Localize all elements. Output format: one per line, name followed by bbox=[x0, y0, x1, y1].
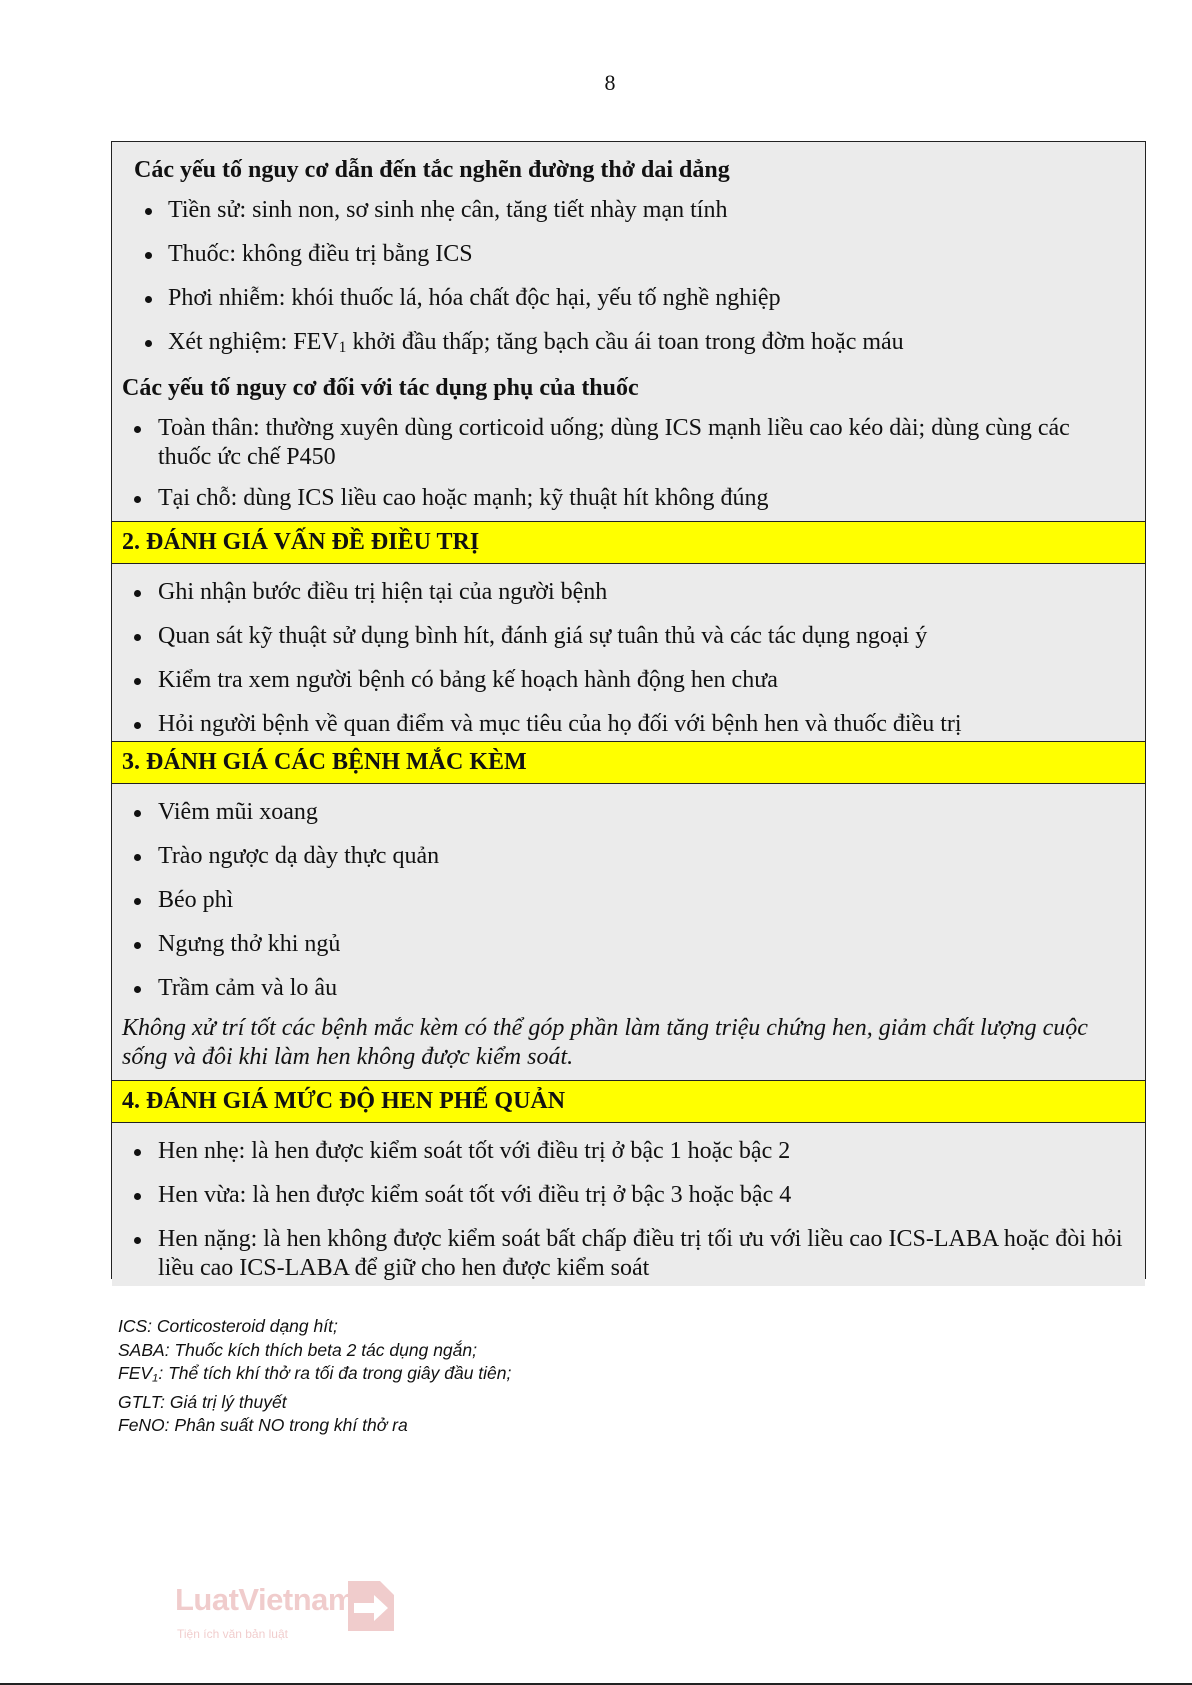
watermark-tagline: Tiện ích văn bản luật bbox=[177, 1627, 288, 1641]
list-item: Trầm cảm và lo âu bbox=[112, 974, 1145, 1003]
footnote-gtlt: GTLT: Giá trị lý thuyết bbox=[118, 1391, 287, 1412]
footnote-ics: ICS: Corticosteroid dạng hít; bbox=[118, 1316, 338, 1336]
list-item: Toàn thân: thường xuyên dùng corticoid uống; dùng ICS mạnh liều cao kéo dài; dùng cùng các thuốc ức chế P450 bbox=[112, 414, 1145, 472]
list-item: Béo phì bbox=[112, 886, 1145, 915]
comorbidities-list bbox=[112, 798, 1145, 1003]
footnote-fev-text: : Thể tích khí thở ra tối đa trong giây đầu tiên; bbox=[158, 1363, 512, 1383]
list-item: Phơi nhiễm: khói thuốc lá, hóa chất độc hại, yếu tố nghề nghiệp bbox=[112, 284, 1145, 313]
fev-label: Xét nghiệm: FEV bbox=[168, 329, 339, 355]
list-item: Ghi nhận bước điều trị hiện tại của người bệnh bbox=[112, 578, 1145, 607]
list-item: Hỏi người bệnh về quan điểm và mục tiêu của họ đối với bệnh hen và thuốc điều trị bbox=[112, 710, 1145, 739]
list-item: Thuốc: không điều trị bằng ICS bbox=[112, 240, 1145, 269]
fev-text: khởi đầu thấp; tăng bạch cầu ái toan trong đờm hoặc máu bbox=[346, 329, 904, 355]
abbreviation-footnotes bbox=[118, 1315, 511, 1438]
severity-list bbox=[112, 1137, 1145, 1283]
side-effect-risk-list bbox=[112, 414, 1145, 513]
severity-section bbox=[112, 1123, 1145, 1286]
airflow-risk-heading: Các yếu tố nguy cơ dẫn đến tắc nghẽn đường thở dai dẳng bbox=[134, 157, 730, 183]
list-item bbox=[112, 328, 1145, 362]
footnote-fev-label: FEV bbox=[118, 1363, 153, 1383]
comorbidities-note: Không xử trí tốt các bệnh mắc kèm có thể góp phần làm tăng triệu chứng hen, giảm chất lượng cuộc sống và đôi khi làm hen không được kiểm soát. bbox=[122, 1015, 1088, 1070]
list-item: Tại chỗ: dùng ICS liều cao hoặc mạnh; kỹ thuật hít không đúng bbox=[112, 484, 1145, 513]
list-item: Hen vừa: là hen được kiểm soát tốt với điều trị ở bậc 3 hoặc bậc 4 bbox=[112, 1181, 1145, 1210]
list-item: Hen nặng: là hen không được kiểm soát bất chấp điều trị tối ưu với liều cao ICS-LABA hoặc đòi hỏi liều cao ICS-LABA để giữ cho hen được kiểm soát bbox=[112, 1225, 1145, 1283]
treatment-issues-section bbox=[112, 564, 1145, 741]
arrow-logo-icon bbox=[340, 1577, 400, 1637]
section-2-title: 2. ĐÁNH GIÁ VẤN ĐỀ ĐIỀU TRỊ bbox=[112, 521, 1145, 564]
assessment-table bbox=[111, 141, 1146, 1279]
footnote-feno: FeNO: Phân suất NO trong khí thở ra bbox=[118, 1415, 408, 1436]
luatvietnam-watermark bbox=[175, 1582, 405, 1652]
footnote-saba: SABA: Thuốc kích thích beta 2 tác dụng ngắn; bbox=[118, 1339, 477, 1360]
comorbidities-section bbox=[112, 784, 1145, 1080]
section-3-title: 3. ĐÁNH GIÁ CÁC BỆNH MẮC KÈM bbox=[112, 741, 1145, 784]
airflow-risk-list bbox=[112, 196, 1145, 362]
list-item: Tiền sử: sinh non, sơ sinh nhẹ cân, tăng tiết nhày mạn tính bbox=[112, 196, 1145, 225]
footnote-fev bbox=[118, 1362, 511, 1391]
section-4-title: 4. ĐÁNH GIÁ MỨC ĐỘ HEN PHẾ QUẢN bbox=[112, 1080, 1145, 1123]
side-effect-risk-heading: Các yếu tố nguy cơ đối với tác dụng phụ của thuốc bbox=[122, 375, 639, 402]
list-item: Hen nhẹ: là hen được kiểm soát tốt với điều trị ở bậc 1 hoặc bậc 2 bbox=[112, 1137, 1145, 1166]
list-item: Kiểm tra xem người bệnh có bảng kế hoạch hành động hen chưa bbox=[112, 666, 1145, 695]
list-item: Trào ngược dạ dày thực quản bbox=[112, 842, 1145, 871]
watermark-brand: LuatVietnam bbox=[175, 1582, 355, 1617]
treatment-issues-list bbox=[112, 578, 1145, 739]
list-item: Ngưng thở khi ngủ bbox=[112, 930, 1145, 959]
list-item: Quan sát kỹ thuật sử dụng bình hít, đánh giá sự tuân thủ và các tác dụng ngoại ý bbox=[112, 622, 1145, 651]
risk-factors-section bbox=[112, 142, 1145, 521]
footnote-fev-subscript: 1 bbox=[152, 1372, 159, 1385]
fev-subscript: 1 bbox=[338, 339, 347, 357]
page-number: 8 bbox=[604, 70, 616, 95]
list-item: Viêm mũi xoang bbox=[112, 798, 1145, 827]
